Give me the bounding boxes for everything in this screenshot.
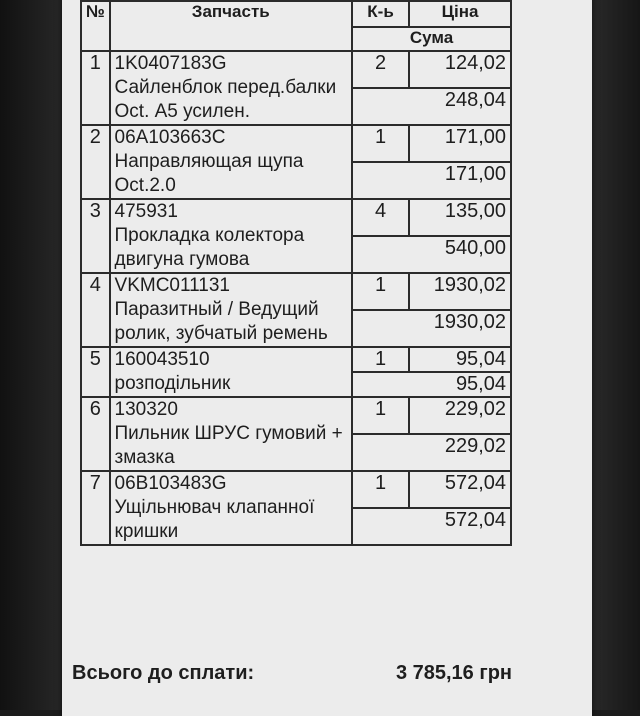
background-left [0,0,70,710]
item-name: Пильник ШРУС гумовий + змазка [114,423,343,468]
item-code: 130320 [114,399,178,420]
item-number: 5 [81,347,110,397]
item-row [81,347,511,372]
item-qty: 1 [352,273,409,310]
item-sum: 572,04 [352,508,511,545]
header-qty: К-ь [352,1,409,27]
item-row [81,125,511,162]
item-sum: 171,00 [352,162,511,199]
item-name: Прокладка колектора двигуна гумова [114,225,305,270]
item-description [110,199,353,273]
item-description [110,347,353,397]
item-name: Сайленблок перед.балки Oct. А5 усилен. [114,77,337,122]
item-qty: 1 [352,347,409,372]
total-row [72,662,512,685]
item-row [81,397,511,434]
item-name: Паразитный / Ведущий ролик, зубчатый ремень [114,299,328,344]
item-name: Ущільнювач клапанної кришки [114,497,315,542]
item-price: 229,02 [409,397,511,434]
item-price: 572,04 [409,471,511,508]
item-description [110,397,353,471]
item-number: 1 [81,51,110,125]
receipt-paper [62,0,592,716]
header-price: Ціна [409,1,511,27]
total-label: Всього до сплати: [72,662,255,684]
item-description [110,51,353,125]
item-code: 160043510 [114,349,210,370]
item-row [81,273,511,310]
item-price: 95,04 [409,347,511,372]
total-value: 3 785,16 грн [395,662,512,684]
background-right [590,0,640,710]
item-row [81,51,511,88]
header-number: № [81,1,110,51]
items-table [80,0,512,546]
item-name: розподільник [114,373,231,394]
item-number: 4 [81,273,110,347]
item-row [81,471,511,508]
item-name: Направляющая щупа Oct.2.0 [114,151,304,196]
item-code: 475931 [114,201,178,222]
item-code: 06B103483G [114,473,227,494]
item-description [110,273,353,347]
item-qty: 4 [352,199,409,236]
item-description [110,471,353,545]
item-code: VKMC011131 [114,275,230,296]
item-sum: 95,04 [352,372,511,397]
item-number: 7 [81,471,110,545]
item-qty: 1 [352,397,409,434]
item-price: 171,00 [409,125,511,162]
item-sum: 248,04 [352,88,511,125]
item-number: 2 [81,125,110,199]
item-sum: 540,00 [352,236,511,273]
item-code: 1K0407183G [114,53,227,74]
item-qty: 1 [352,125,409,162]
item-sum: 1930,02 [352,310,511,347]
item-price: 124,02 [409,51,511,88]
header-part: Запчасть [110,1,353,51]
item-number: 6 [81,397,110,471]
header-sum: Сума [352,27,511,51]
item-description [110,125,353,199]
item-price: 135,00 [409,199,511,236]
item-qty: 1 [352,471,409,508]
item-sum: 229,02 [352,434,511,471]
item-row [81,199,511,236]
item-code: 06A103663C [114,127,226,148]
item-qty: 2 [352,51,409,88]
item-number: 3 [81,199,110,273]
item-price: 1930,02 [409,273,511,310]
